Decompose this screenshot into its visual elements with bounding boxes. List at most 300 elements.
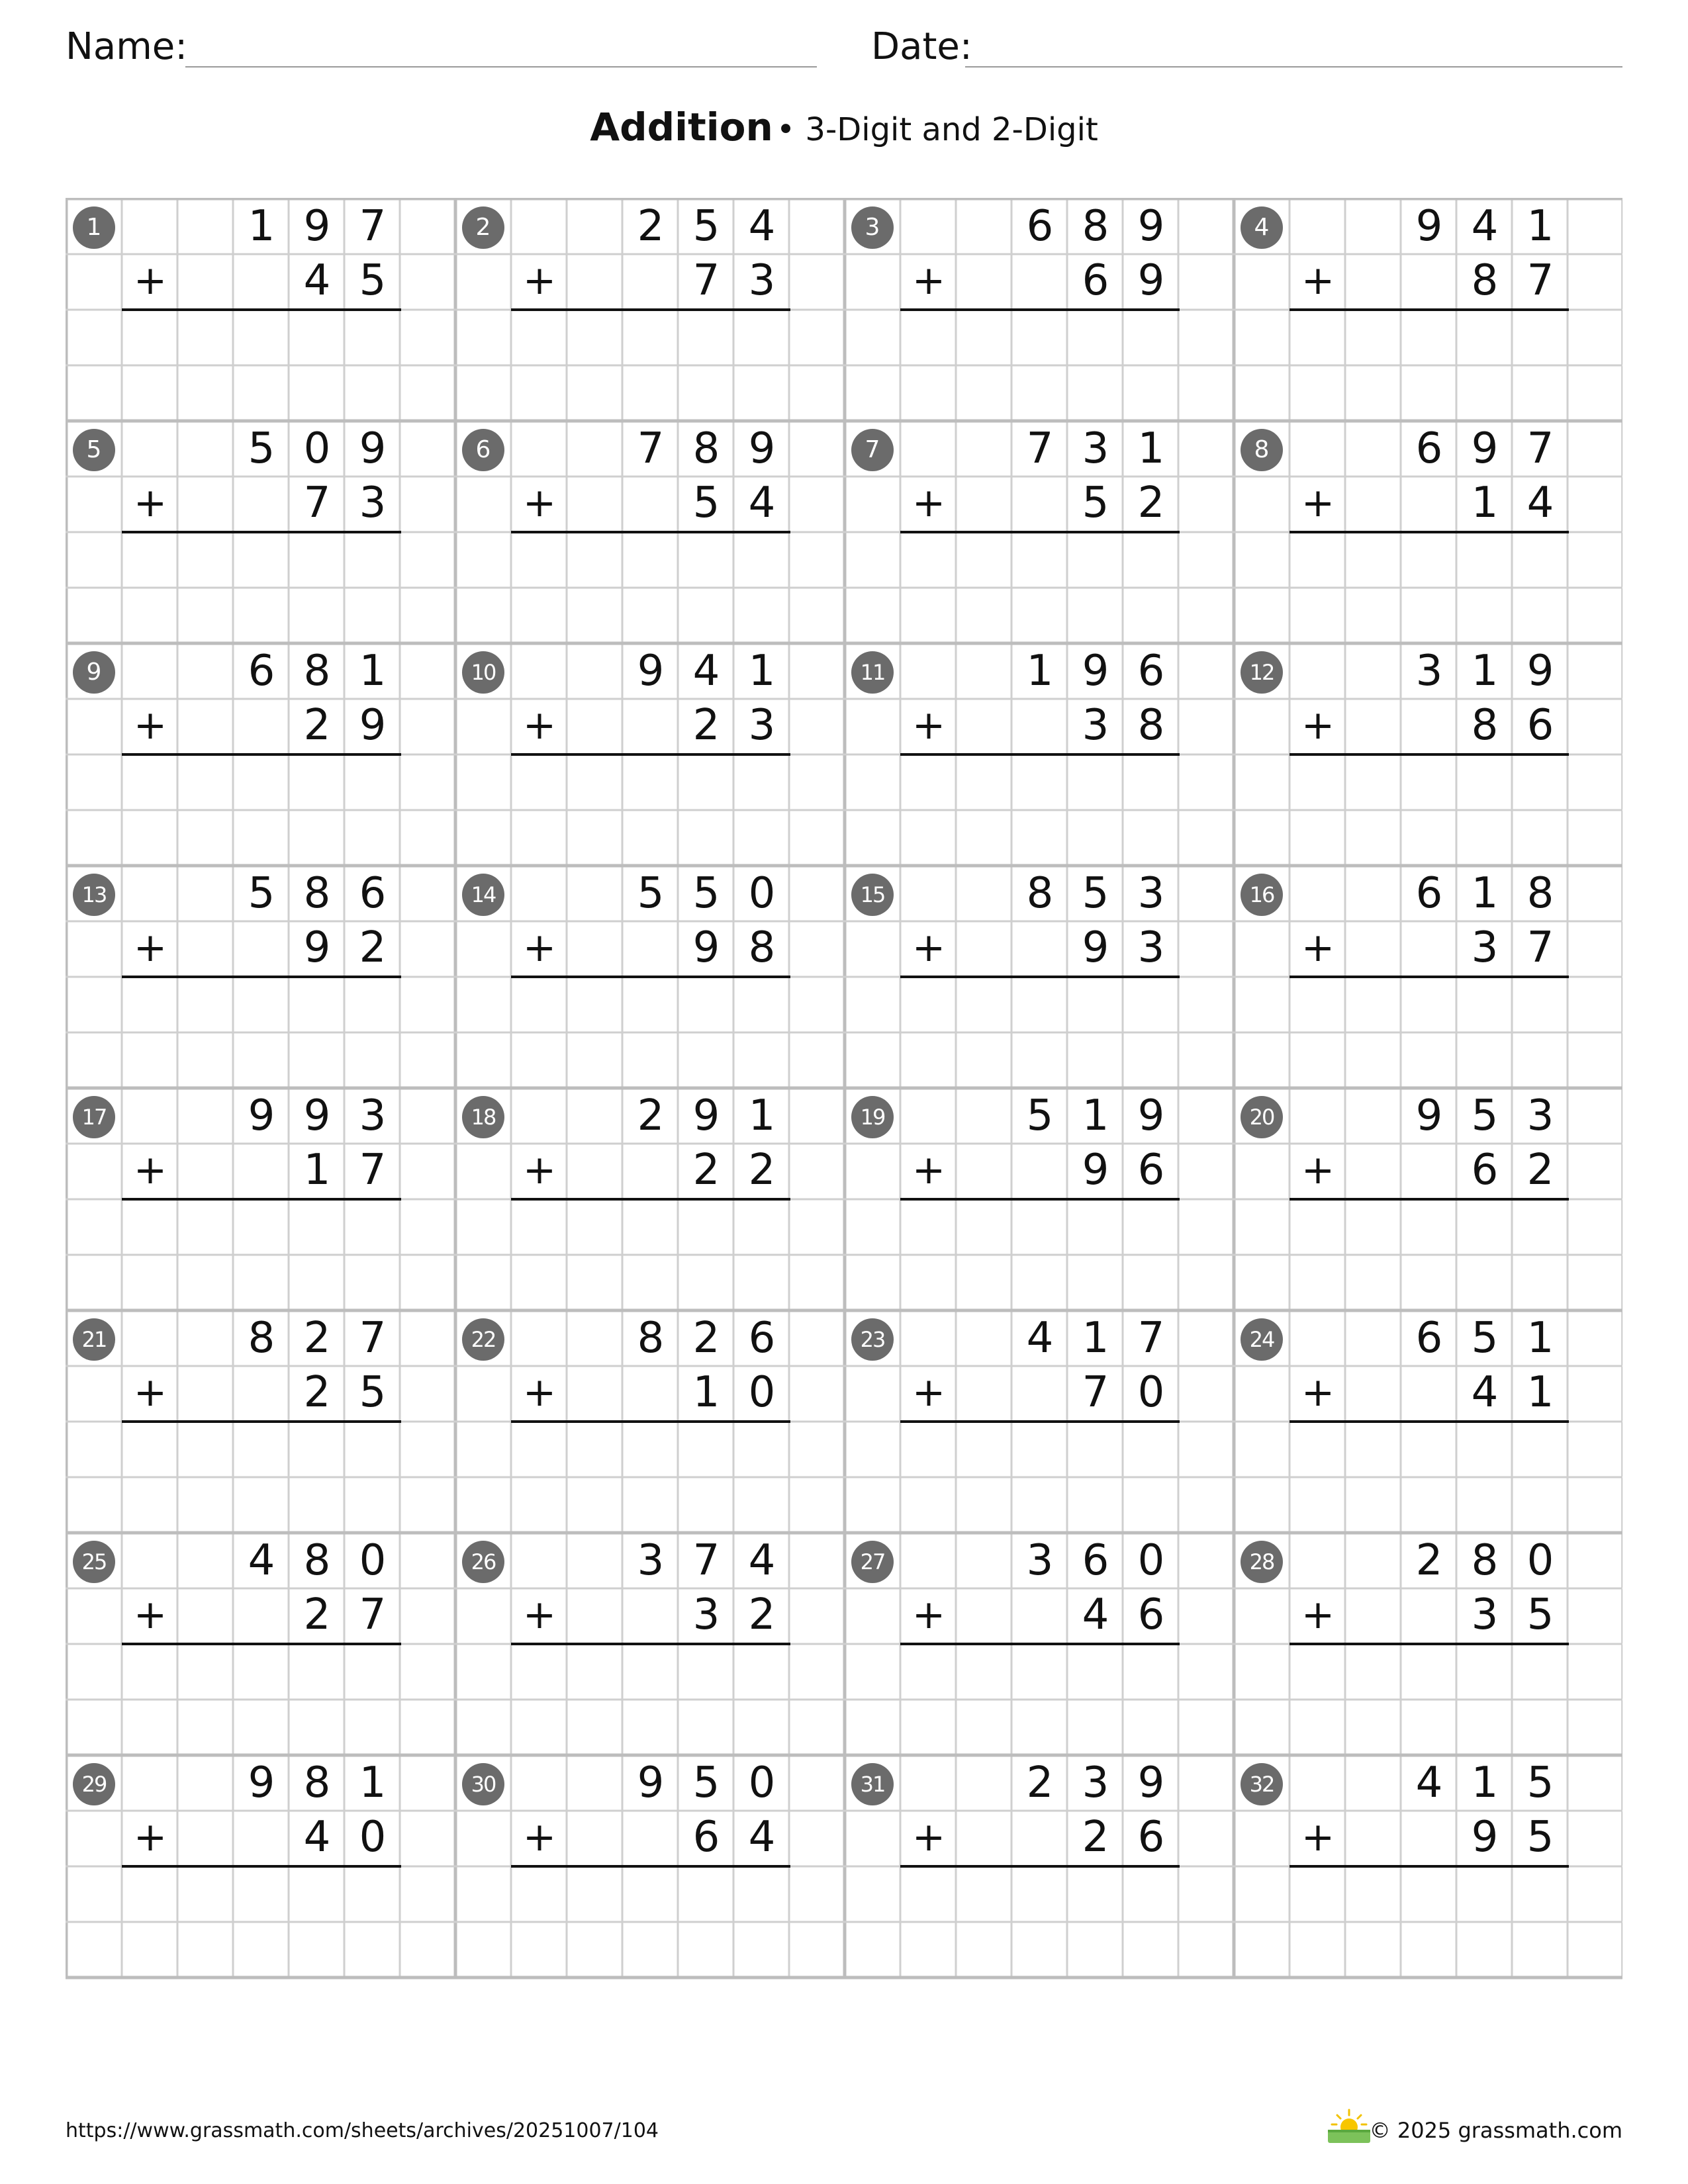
problem-number-badge: 16 [1241, 874, 1283, 916]
top-digit: 0 [1137, 1536, 1165, 1585]
plus-operator: + [522, 1369, 557, 1416]
problem-number-badge: 11 [851, 651, 894, 694]
top-digit: 4 [1471, 202, 1499, 251]
plus-operator: + [1301, 702, 1335, 749]
problem-17 [66, 1087, 455, 1310]
problem-30 [455, 1754, 844, 1977]
top-digit: 9 [637, 647, 665, 696]
plus-operator: + [133, 1147, 167, 1193]
answer-area[interactable] [121, 534, 399, 584]
answer-area[interactable] [1289, 1646, 1567, 1696]
problem-number-badge: 14 [462, 874, 504, 916]
top-digit: 2 [1415, 1536, 1443, 1585]
problem-number-badge: 18 [462, 1096, 504, 1138]
bottom-digit: 1 [1471, 478, 1499, 527]
answer-line [122, 976, 401, 978]
top-digit: 9 [303, 202, 331, 251]
answer-line [1289, 308, 1569, 311]
plus-operator: + [133, 257, 167, 304]
answer-line [511, 308, 790, 311]
top-digit: 6 [1026, 202, 1054, 251]
bottom-digit: 8 [1137, 701, 1165, 750]
top-digit: 7 [359, 202, 387, 251]
bottom-digit: 3 [1082, 701, 1109, 750]
top-digit: 4 [748, 1536, 776, 1585]
problem-number-badge: 1 [73, 206, 115, 249]
top-digit: 7 [1137, 1314, 1165, 1363]
top-digit: 1 [748, 647, 776, 696]
problem-13 [66, 865, 455, 1087]
top-digit: 5 [692, 869, 720, 918]
answer-line [1289, 753, 1569, 756]
bottom-digit: 5 [359, 256, 387, 305]
answer-area[interactable] [1289, 979, 1567, 1029]
plus-operator: + [1301, 480, 1335, 526]
top-digit: 1 [1526, 202, 1554, 251]
bottom-digit: 3 [1137, 923, 1165, 972]
problem-number-badge: 2 [462, 206, 504, 249]
top-digit: 7 [692, 1536, 720, 1585]
plus-operator: + [1301, 925, 1335, 971]
top-digit: 5 [1026, 1091, 1054, 1140]
problem-21 [66, 1310, 455, 1532]
bottom-digit: 8 [1471, 701, 1499, 750]
answer-line [122, 1198, 401, 1201]
answer-area[interactable] [1289, 1424, 1567, 1474]
top-digit: 2 [692, 1314, 720, 1363]
bottom-digit: 1 [692, 1368, 720, 1417]
plus-operator: + [133, 480, 167, 526]
top-digit: 5 [248, 424, 275, 473]
answer-area[interactable] [510, 1424, 788, 1474]
bottom-digit: 4 [1082, 1590, 1109, 1639]
answer-line [1289, 976, 1569, 978]
top-digit: 9 [1137, 202, 1165, 251]
bottom-digit: 3 [359, 478, 387, 527]
answer-area[interactable] [121, 1424, 399, 1474]
plus-operator: + [1301, 1369, 1335, 1416]
top-digit: 7 [359, 1314, 387, 1363]
bottom-digit: 6 [1526, 701, 1554, 750]
answer-area[interactable] [121, 312, 399, 362]
problem-12 [1233, 643, 1622, 865]
problem-number-badge: 27 [851, 1541, 894, 1583]
bottom-digit: 2 [748, 1146, 776, 1195]
top-digit: 5 [1471, 1091, 1499, 1140]
answer-area[interactable] [121, 1201, 399, 1251]
top-digit: 8 [303, 647, 331, 696]
problem-25 [66, 1532, 455, 1754]
answer-line [900, 1420, 1180, 1423]
problem-1 [66, 198, 455, 420]
top-digit: 6 [1415, 424, 1443, 473]
answer-line [900, 308, 1180, 311]
top-digit: 1 [248, 202, 275, 251]
bottom-digit: 2 [1137, 478, 1165, 527]
answer-area[interactable] [900, 979, 1178, 1029]
top-digit: 9 [303, 1091, 331, 1140]
top-digit: 8 [303, 1758, 331, 1807]
top-digit: 9 [1415, 202, 1443, 251]
top-digit: 2 [303, 1314, 331, 1363]
bottom-digit: 6 [1082, 256, 1109, 305]
top-digit: 4 [692, 647, 720, 696]
top-digit: 5 [692, 1758, 720, 1807]
top-digit: 6 [748, 1314, 776, 1363]
top-digit: 5 [1082, 869, 1109, 918]
top-digit: 8 [303, 1536, 331, 1585]
top-digit: 9 [248, 1758, 275, 1807]
top-digit: 5 [248, 869, 275, 918]
problem-4 [1233, 198, 1622, 420]
answer-line [511, 1420, 790, 1423]
plus-operator: + [133, 1814, 167, 1860]
top-digit: 9 [359, 424, 387, 473]
footer-url[interactable]: https://www.grassmath.com/sheets/archives/20251007/104 [66, 2119, 659, 2142]
top-digit: 2 [637, 202, 665, 251]
problem-number-badge: 30 [462, 1763, 504, 1805]
plus-operator: + [522, 702, 557, 749]
plus-operator: + [522, 1814, 557, 1860]
plus-operator: + [912, 1147, 946, 1193]
answer-line [511, 1198, 790, 1201]
answer-area[interactable] [510, 534, 788, 584]
answer-area[interactable] [900, 534, 1178, 584]
plus-operator: + [522, 925, 557, 971]
date-label: Date: [871, 25, 972, 68]
top-digit: 8 [248, 1314, 275, 1363]
answer-line [900, 1643, 1180, 1645]
problem-16 [1233, 865, 1622, 1087]
answer-line [122, 1643, 401, 1645]
problem-27 [844, 1532, 1233, 1754]
bottom-digit: 0 [748, 1368, 776, 1417]
bottom-digit: 7 [303, 478, 331, 527]
answer-area[interactable] [1289, 1868, 1567, 1919]
answer-area[interactable] [121, 756, 399, 807]
answer-line [122, 1420, 401, 1423]
plus-operator: + [912, 1592, 946, 1638]
top-digit: 9 [1471, 424, 1499, 473]
bottom-digit: 7 [692, 256, 720, 305]
bottom-digit: 9 [359, 701, 387, 750]
bottom-digit: 9 [303, 923, 331, 972]
problem-5 [66, 420, 455, 643]
answer-line [511, 753, 790, 756]
bottom-digit: 3 [748, 256, 776, 305]
problem-6 [455, 420, 844, 643]
bottom-digit: 6 [1137, 1813, 1165, 1862]
answer-area[interactable] [510, 1201, 788, 1251]
problem-number-badge: 13 [73, 874, 115, 916]
top-digit: 8 [1526, 869, 1554, 918]
top-digit: 3 [1415, 647, 1443, 696]
bottom-digit: 9 [1082, 923, 1109, 972]
top-digit: 9 [1137, 1758, 1165, 1807]
problem-18 [455, 1087, 844, 1310]
plus-operator: + [1301, 257, 1335, 304]
answer-line [122, 753, 401, 756]
plus-operator: + [912, 702, 946, 749]
answer-area[interactable] [510, 979, 788, 1029]
top-digit: 8 [1026, 869, 1054, 918]
answer-line [1289, 1420, 1569, 1423]
plus-operator: + [522, 1147, 557, 1193]
problem-number-badge: 12 [1241, 651, 1283, 694]
plus-operator: + [1301, 1814, 1335, 1860]
title-sub: • 3-Digit and 2-Digit [776, 111, 1098, 148]
problem-number-badge: 26 [462, 1541, 504, 1583]
bottom-digit: 0 [359, 1813, 387, 1862]
answer-area[interactable] [510, 756, 788, 807]
top-digit: 9 [1137, 1091, 1165, 1140]
top-digit: 0 [748, 1758, 776, 1807]
answer-area[interactable] [1289, 1201, 1567, 1251]
top-digit: 1 [1471, 869, 1499, 918]
bottom-digit: 7 [1526, 923, 1554, 972]
bottom-digit: 6 [692, 1813, 720, 1862]
problem-number-badge: 20 [1241, 1096, 1283, 1138]
top-digit: 1 [1082, 1091, 1109, 1140]
top-digit: 9 [637, 1758, 665, 1807]
top-digit: 1 [359, 647, 387, 696]
plus-operator: + [133, 1592, 167, 1638]
top-digit: 9 [748, 424, 776, 473]
answer-area[interactable] [1289, 756, 1567, 807]
grass-sun-logo-icon [1324, 2107, 1374, 2144]
top-digit: 3 [637, 1536, 665, 1585]
top-digit: 6 [1415, 869, 1443, 918]
top-digit: 1 [1526, 1314, 1554, 1363]
top-digit: 8 [1471, 1536, 1499, 1585]
title-main: Addition [590, 105, 773, 150]
top-digit: 5 [1471, 1314, 1499, 1363]
problem-number-badge: 3 [851, 206, 894, 249]
plus-operator: + [133, 925, 167, 971]
top-digit: 5 [1526, 1758, 1554, 1807]
problem-number-badge: 32 [1241, 1763, 1283, 1805]
bottom-digit: 7 [359, 1146, 387, 1195]
bottom-digit: 3 [692, 1590, 720, 1639]
bottom-digit: 5 [1526, 1813, 1554, 1862]
plus-operator: + [912, 925, 946, 971]
top-digit: 8 [1082, 202, 1109, 251]
problem-24 [1233, 1310, 1622, 1532]
problem-3 [844, 198, 1233, 420]
problem-number-badge: 15 [851, 874, 894, 916]
plus-operator: + [522, 480, 557, 526]
bottom-digit: 5 [692, 478, 720, 527]
problem-23 [844, 1310, 1233, 1532]
answer-area[interactable] [121, 1646, 399, 1696]
answer-area[interactable] [1289, 534, 1567, 584]
top-digit: 2 [637, 1091, 665, 1140]
top-digit: 0 [748, 869, 776, 918]
bottom-digit: 3 [1471, 923, 1499, 972]
top-digit: 3 [359, 1091, 387, 1140]
top-digit: 7 [1526, 424, 1554, 473]
problem-26 [455, 1532, 844, 1754]
answer-area[interactable] [900, 312, 1178, 362]
bottom-digit: 6 [1137, 1590, 1165, 1639]
answer-line [1289, 1643, 1569, 1645]
answer-line [900, 753, 1180, 756]
bottom-digit: 4 [748, 478, 776, 527]
top-digit: 4 [1415, 1758, 1443, 1807]
answer-area[interactable] [900, 756, 1178, 807]
answer-line [122, 531, 401, 533]
top-digit: 9 [1526, 647, 1554, 696]
problem-number-badge: 17 [73, 1096, 115, 1138]
problem-number-badge: 10 [462, 651, 504, 694]
problem-8 [1233, 420, 1622, 643]
answer-area[interactable] [900, 1201, 1178, 1251]
plus-operator: + [133, 702, 167, 749]
bottom-digit: 2 [303, 1590, 331, 1639]
bottom-digit: 4 [303, 256, 331, 305]
problems-layer [66, 198, 1622, 2085]
problem-29 [66, 1754, 455, 1977]
problem-number-badge: 8 [1241, 429, 1283, 471]
bottom-digit: 6 [1471, 1146, 1499, 1195]
answer-line [1289, 1198, 1569, 1201]
problem-number-badge: 5 [73, 429, 115, 471]
top-digit: 6 [248, 647, 275, 696]
plus-operator: + [912, 1814, 946, 1860]
bottom-digit: 1 [1526, 1368, 1554, 1417]
problem-31 [844, 1754, 1233, 1977]
answer-line [122, 308, 401, 311]
problem-number-badge: 21 [73, 1318, 115, 1361]
top-digit: 0 [359, 1536, 387, 1585]
bottom-digit: 3 [1471, 1590, 1499, 1639]
bottom-digit: 8 [1471, 256, 1499, 305]
footer-copyright: © 2025 grassmath.com [1369, 2118, 1622, 2143]
top-digit: 9 [1415, 1091, 1443, 1140]
top-digit: 1 [1137, 424, 1165, 473]
answer-area[interactable] [900, 1424, 1178, 1474]
top-digit: 5 [692, 202, 720, 251]
answer-area[interactable] [1289, 312, 1567, 362]
answer-line [900, 976, 1180, 978]
top-digit: 3 [1526, 1091, 1554, 1140]
plus-operator: + [912, 1369, 946, 1416]
answer-line [511, 1643, 790, 1645]
answer-line [511, 1865, 790, 1868]
problem-28 [1233, 1532, 1622, 1754]
name-line[interactable] [185, 66, 817, 68]
bottom-digit: 2 [303, 1368, 331, 1417]
bottom-digit: 2 [359, 923, 387, 972]
top-digit: 4 [748, 202, 776, 251]
answer-area[interactable] [510, 1646, 788, 1696]
bottom-digit: 2 [1082, 1813, 1109, 1862]
answer-line [511, 531, 790, 533]
top-digit: 6 [1415, 1314, 1443, 1363]
top-digit: 7 [637, 424, 665, 473]
plus-operator: + [522, 1592, 557, 1638]
top-digit: 1 [359, 1758, 387, 1807]
answer-line [1289, 1865, 1569, 1868]
top-digit: 8 [692, 424, 720, 473]
bottom-digit: 2 [692, 701, 720, 750]
top-digit: 3 [1137, 869, 1165, 918]
problem-22 [455, 1310, 844, 1532]
top-digit: 6 [1137, 647, 1165, 696]
problem-15 [844, 865, 1233, 1087]
top-digit: 1 [1082, 1314, 1109, 1363]
plus-operator: + [522, 257, 557, 304]
top-digit: 1 [1026, 647, 1054, 696]
problem-number-badge: 28 [1241, 1541, 1283, 1583]
bottom-digit: 4 [303, 1813, 331, 1862]
problem-2 [455, 198, 844, 420]
problem-9 [66, 643, 455, 865]
bottom-digit: 1 [303, 1146, 331, 1195]
top-digit: 3 [1082, 424, 1109, 473]
top-digit: 3 [1026, 1536, 1054, 1585]
bottom-digit: 2 [692, 1146, 720, 1195]
bottom-digit: 7 [1082, 1368, 1109, 1417]
bottom-digit: 2 [748, 1590, 776, 1639]
bottom-digit: 7 [359, 1590, 387, 1639]
problem-number-badge: 31 [851, 1763, 894, 1805]
problem-19 [844, 1087, 1233, 1310]
problem-32 [1233, 1754, 1622, 1977]
answer-area[interactable] [900, 1868, 1178, 1919]
top-digit: 1 [1471, 647, 1499, 696]
worksheet-title [0, 105, 1688, 150]
top-digit: 6 [1082, 1536, 1109, 1585]
answer-area[interactable] [121, 979, 399, 1029]
bottom-digit: 9 [1471, 1813, 1499, 1862]
bottom-digit: 4 [748, 1813, 776, 1862]
top-digit: 4 [248, 1536, 275, 1585]
bottom-digit: 2 [303, 701, 331, 750]
answer-line [900, 531, 1180, 533]
answer-area[interactable] [121, 1868, 399, 1919]
bottom-digit: 8 [748, 923, 776, 972]
problem-7 [844, 420, 1233, 643]
answer-line [1289, 531, 1569, 533]
top-digit: 5 [637, 869, 665, 918]
top-digit: 0 [1526, 1536, 1554, 1585]
problem-number-badge: 22 [462, 1318, 504, 1361]
bottom-digit: 6 [1137, 1146, 1165, 1195]
answer-area[interactable] [900, 1646, 1178, 1696]
bottom-digit: 9 [692, 923, 720, 972]
top-digit: 0 [303, 424, 331, 473]
top-digit: 1 [748, 1091, 776, 1140]
answer-area[interactable] [510, 1868, 788, 1919]
plus-operator: + [1301, 1592, 1335, 1638]
top-digit: 9 [1082, 647, 1109, 696]
top-digit: 4 [1026, 1314, 1054, 1363]
bottom-digit: 2 [1526, 1146, 1554, 1195]
answer-area[interactable] [510, 312, 788, 362]
answer-line [900, 1865, 1180, 1868]
plus-operator: + [912, 257, 946, 304]
problem-14 [455, 865, 844, 1087]
top-digit: 3 [1082, 1758, 1109, 1807]
problem-number-badge: 4 [1241, 206, 1283, 249]
problem-20 [1233, 1087, 1622, 1310]
plus-operator: + [133, 1369, 167, 1416]
top-digit: 1 [1471, 1758, 1499, 1807]
problem-number-badge: 19 [851, 1096, 894, 1138]
date-line[interactable] [965, 66, 1622, 68]
problem-number-badge: 9 [73, 651, 115, 694]
